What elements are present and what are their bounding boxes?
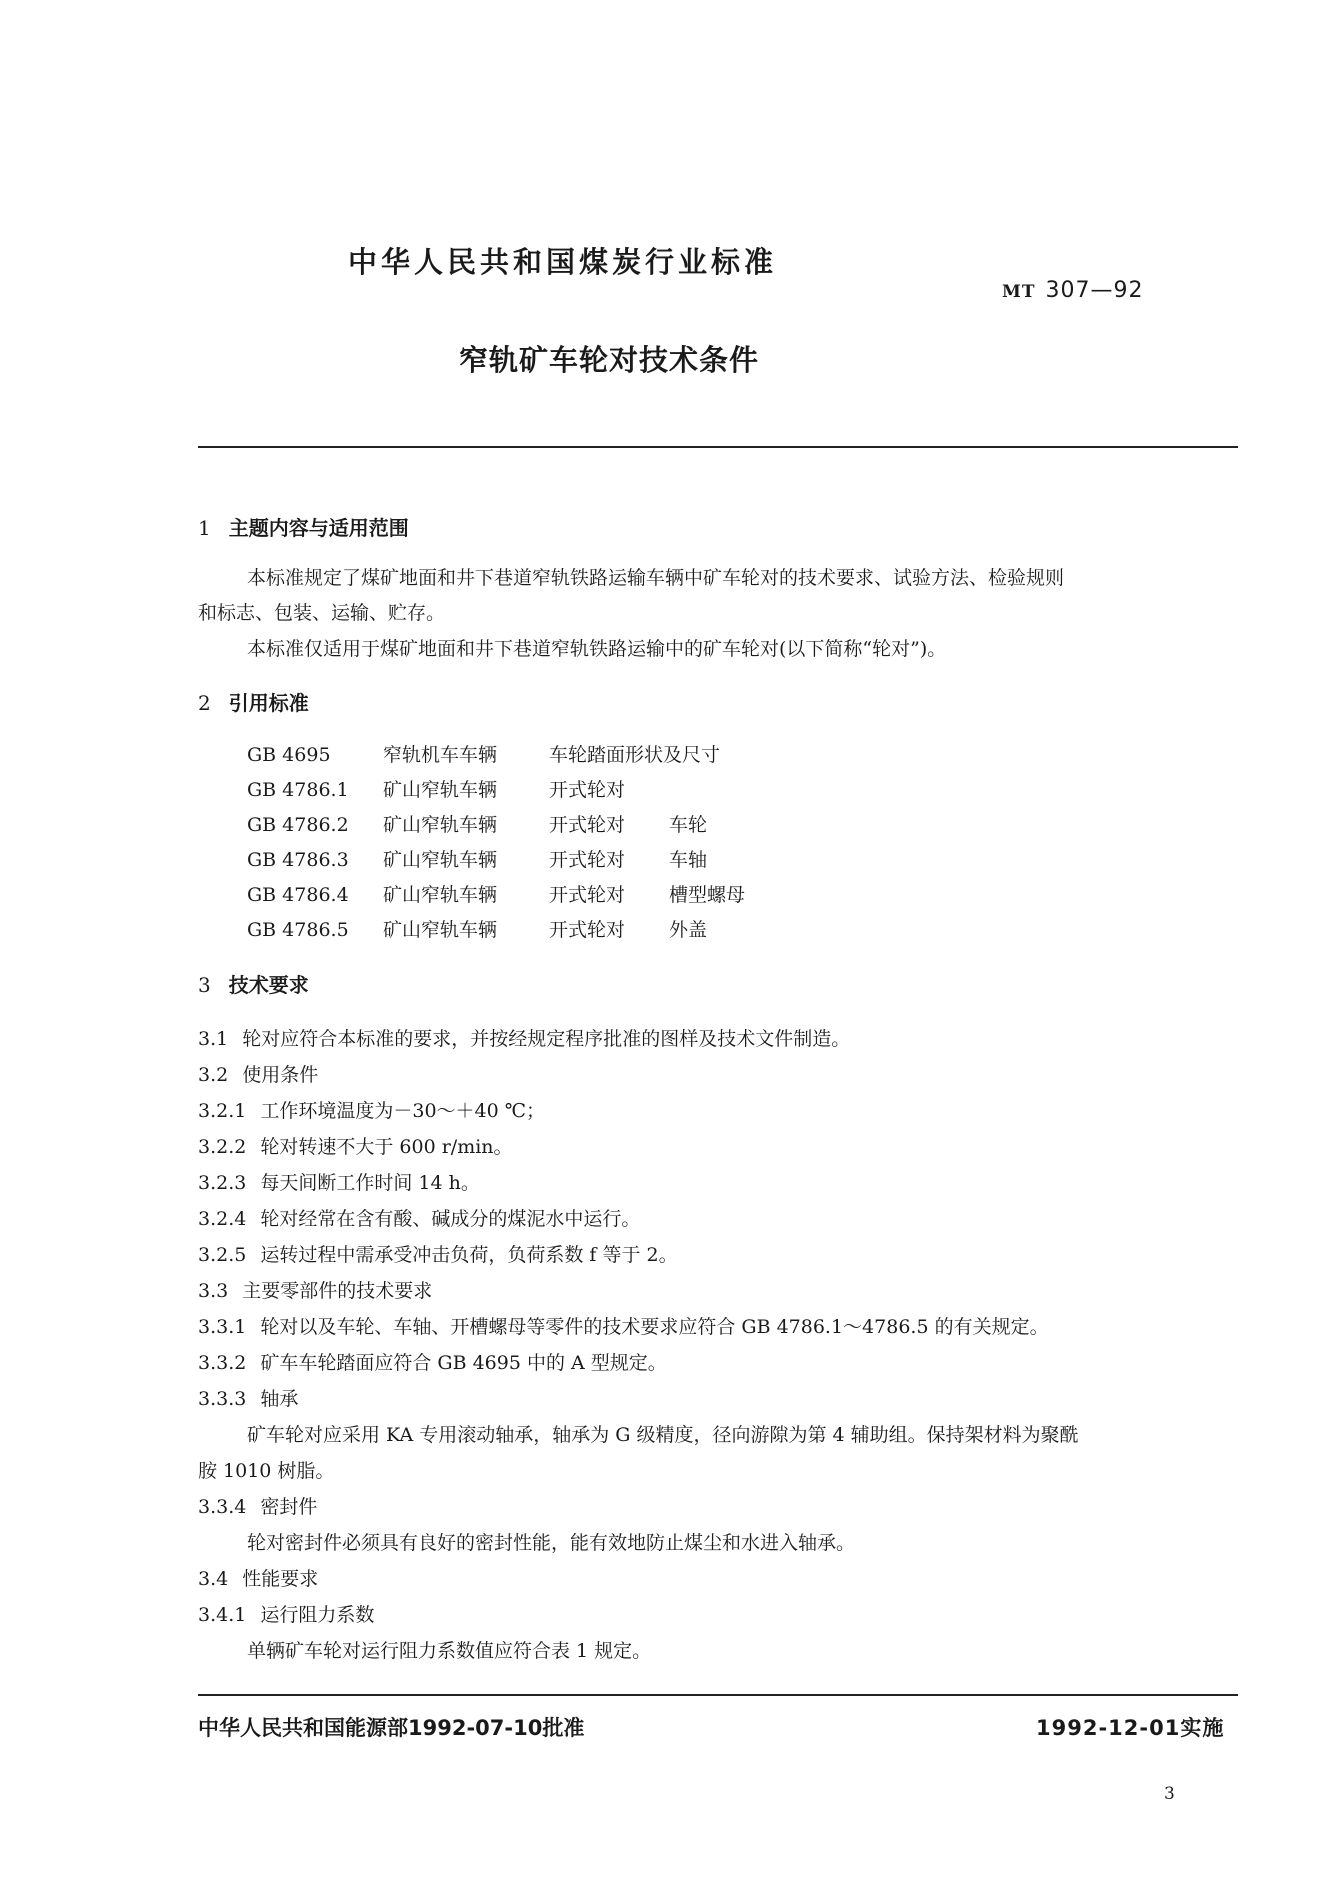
- standard-code: [1002, 278, 1143, 303]
- clause-3-4-1: 3.4.1 运行阻力系数: [198, 1604, 375, 1626]
- clause-3-1: 3.1 轮对应符合本标准的要求，并按经规定程序批准的图样及技术文件制造。: [198, 1028, 851, 1050]
- standard-code-number: 307—92: [1045, 278, 1144, 303]
- header-rule: [198, 446, 1238, 448]
- clause-3-2-4: 3.2.4 轮对经常在含有酸、碱成分的煤泥水中运行。: [198, 1208, 641, 1230]
- clause-3-2-3: 3.2.3 每天间断工作时间 14 h。: [198, 1172, 480, 1194]
- bearing-text-line-2: 胺 1010 树脂。: [198, 1460, 335, 1482]
- effective-date: 1992-12-01实施: [1036, 1716, 1225, 1740]
- clause-3-3: 3.3 主要零部件的技术要求: [198, 1280, 433, 1302]
- section-2-heading: 2 引用标准: [198, 691, 309, 715]
- section-1-para-2: 本标准仅适用于煤矿地面和井下巷道窄轨铁路运输中的矿车轮对(以下简称“轮对”)。: [247, 638, 947, 660]
- reference-row: GB 4786.3 矿山窄轨车辆 开式轮对 车轴: [247, 849, 708, 871]
- org-title: 中华人民共和国煤炭行业标准: [348, 245, 778, 279]
- page-number: 3: [1164, 1784, 1175, 1804]
- clause-3-3-4: 3.3.4 密封件: [198, 1496, 318, 1518]
- clause-3-2-1: 3.2.1 工作环境温度为－30～＋40 ℃；: [198, 1100, 546, 1122]
- reference-row: GB 4786.1 矿山窄轨车辆 开式轮对: [247, 779, 626, 801]
- section-1-para-1-line-1: 本标准规定了煤矿地面和井下巷道窄轨铁路运输车辆中矿车轮对的技术要求、试验方法、检验规则: [247, 567, 1065, 589]
- reference-row: GB 4786.4 矿山窄轨车辆 开式轮对 槽型螺母: [247, 884, 746, 906]
- clause-3-3-2: 3.3.2 矿车车轮踏面应符合 GB 4695 中的 A 型规定。: [198, 1352, 667, 1374]
- approval-line: 中华人民共和国能源部1992-07-10批准: [198, 1716, 585, 1740]
- clause-3-3-3: 3.3.3 轴承: [198, 1388, 299, 1410]
- clause-3-2: 3.2 使用条件: [198, 1064, 319, 1086]
- reference-row: GB 4786.5 矿山窄轨车辆 开式轮对 外盖: [247, 919, 708, 941]
- footer-rule: [198, 1694, 1238, 1696]
- clause-3-3-1: 3.3.1 轮对以及车轮、车轴、开槽螺母等零件的技术要求应符合 GB 4786.1～4786.5 的有关规定。: [198, 1316, 1049, 1338]
- document-title: 窄轨矿车轮对技术条件: [459, 343, 760, 377]
- clause-3-2-2: 3.2.2 轮对转速不大于 600 r/min。: [198, 1136, 513, 1158]
- seal-text: 轮对密封件必须具有良好的密封性能，能有效地防止煤尘和水进入轴承。: [247, 1532, 856, 1554]
- section-3-heading: 3 技术要求: [198, 973, 309, 997]
- clause-3-2-5: 3.2.5 运转过程中需承受冲击负荷，负荷系数 f 等于 2。: [198, 1244, 678, 1266]
- reference-row: GB 4786.2 矿山窄轨车辆 开式轮对 车轮: [247, 814, 708, 836]
- bearing-text-line-1: 矿车轮对应采用 KA 专用滚动轴承，轴承为 G 级精度，径向游隙为第 4 辅助组。保持架材料为聚酰: [247, 1424, 1079, 1446]
- section-1-para-1-line-2: 和标志、包装、运输、贮存。: [198, 602, 446, 624]
- resistance-text: 单辆矿车轮对运行阻力系数值应符合表 1 规定。: [247, 1640, 652, 1662]
- section-1-heading: 1 主题内容与适用范围: [198, 516, 409, 540]
- standard-code-prefix: MT: [1002, 282, 1036, 302]
- reference-row: GB 4695 窄轨机车车辆 车轮踏面形状及尺寸: [247, 744, 721, 766]
- clause-3-4: 3.4 性能要求: [198, 1568, 319, 1590]
